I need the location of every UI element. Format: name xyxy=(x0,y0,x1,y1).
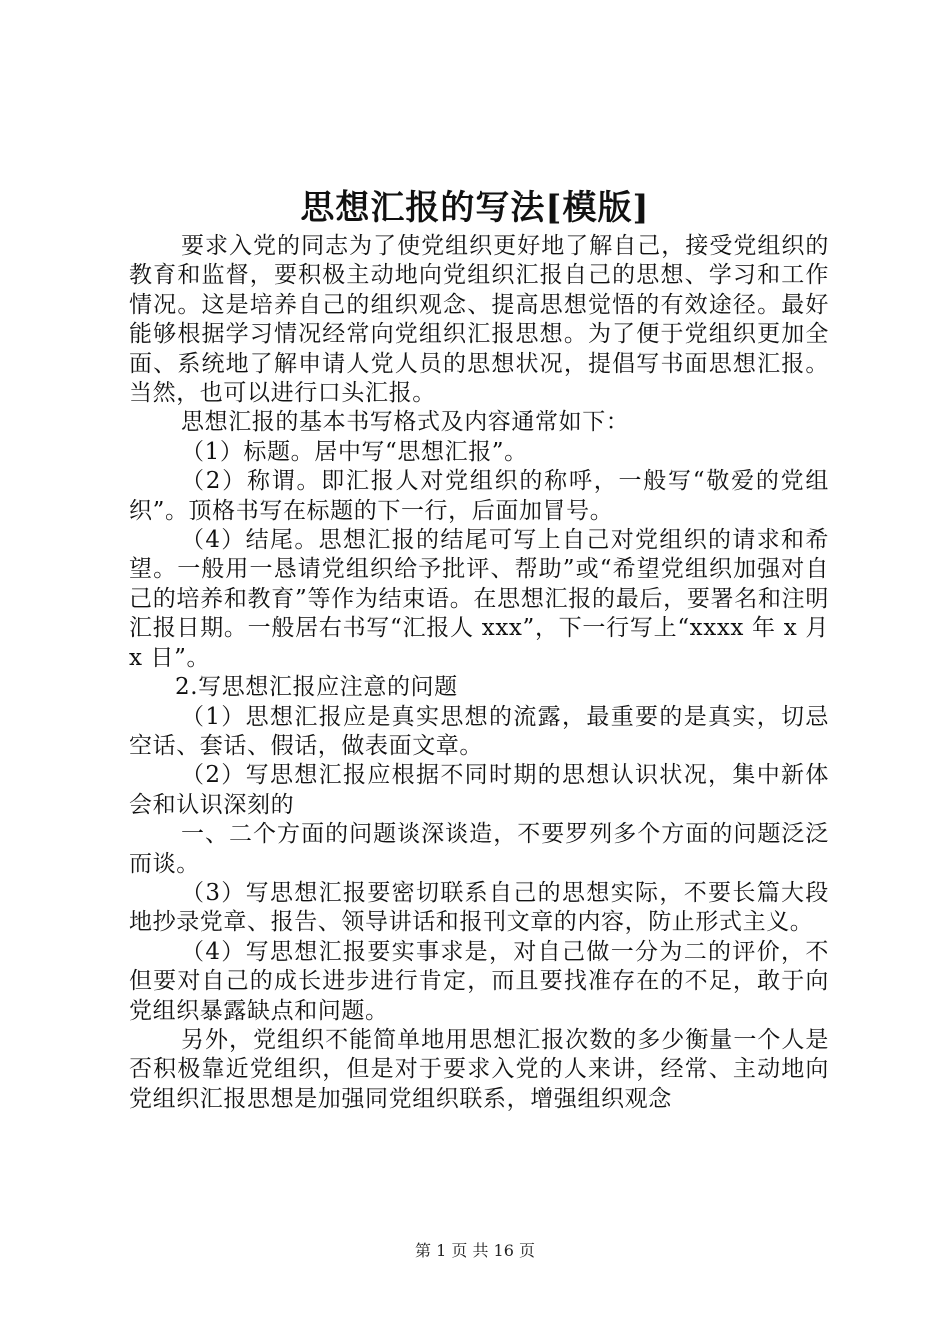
format-item-ending: （4）结尾。思想汇报的结尾可写上自己对党组织的请求和希望。一般用一恳请党组织给予批评、帮助”或“希望党组织加强对自己的培养和教育”等作为结束语。在思想汇报的最后，要署名和注明汇报日期。一般居右书写“汇报人 xxx”，下一行写上“xxxx 年 x 月 x 日”。 xyxy=(129,527,829,671)
document-title: 思想汇报的写法[模版] xyxy=(300,188,650,228)
format-item-salutation: （2）称谓。即汇报人对党组织的称呼，一般写“敬爱的党组织”。顶格书写在标题的下一行，后面加冒号。 xyxy=(129,468,829,524)
format-item-title: （1）标题。居中写“思想汇报”。 xyxy=(181,438,528,465)
intro-paragraph: 要求入党的同志为了使党组织更好地了解自己，接受党组织的教育和监督，要积极主动地向党组织汇报自己的思想、学习和工作情况。这是培养自己的组织观念、提高思想觉悟的有效途径。最好能够根据学习情况经常向党组织汇报思想。为了便于党组织更加全面、系统地了解申请人党人员的思想状况，提倡写书面思想汇报。当然，也可以进行口头汇报。 xyxy=(129,233,829,407)
notice-item-1: （1）思想汇报应是真实思想的流露，最重要的是真实，切忌空话、套话、假话，做表面文章。 xyxy=(129,703,829,759)
closing-paragraph: 另外，党组织不能简单地用思想汇报次数的多少衡量一个人是否积极靠近党组织，但是对于要求入党的人来讲，经常、主动地向党组织汇报思想是加强同党组织联系，增强组织观念 xyxy=(129,1026,829,1112)
notice-item-3: （3）写思想汇报要密切联系自己的思想实际，不要长篇大段地抄录党章、报告、领导讲话和报刊文章的内容，防止形式主义。 xyxy=(129,879,829,936)
section-heading: 2.写思想汇报应注意的问题 xyxy=(175,674,458,701)
notice-item-2: （2）写思想汇报应根据不同时期的思想认识状况，集中新体会和认识深刻的 xyxy=(129,762,829,818)
notice-item-2-continued: 一、二个方面的问题谈深谈造，不要罗列多个方面的问题泛泛而谈。 xyxy=(129,821,829,877)
document-body xyxy=(129,232,829,1114)
page-footer: 第 1 页 共 16 页 xyxy=(415,1241,535,1260)
notice-item-4: （4）写思想汇报要实事求是，对自己做一分为二的评价，不但要对自己的成长进步进行肯定，而且要找准存在的不足，敢于向党组织暴露缺点和问题。 xyxy=(129,938,829,1024)
format-intro-paragraph: 思想汇报的基本书写格式及内容通常如下： xyxy=(181,409,630,436)
